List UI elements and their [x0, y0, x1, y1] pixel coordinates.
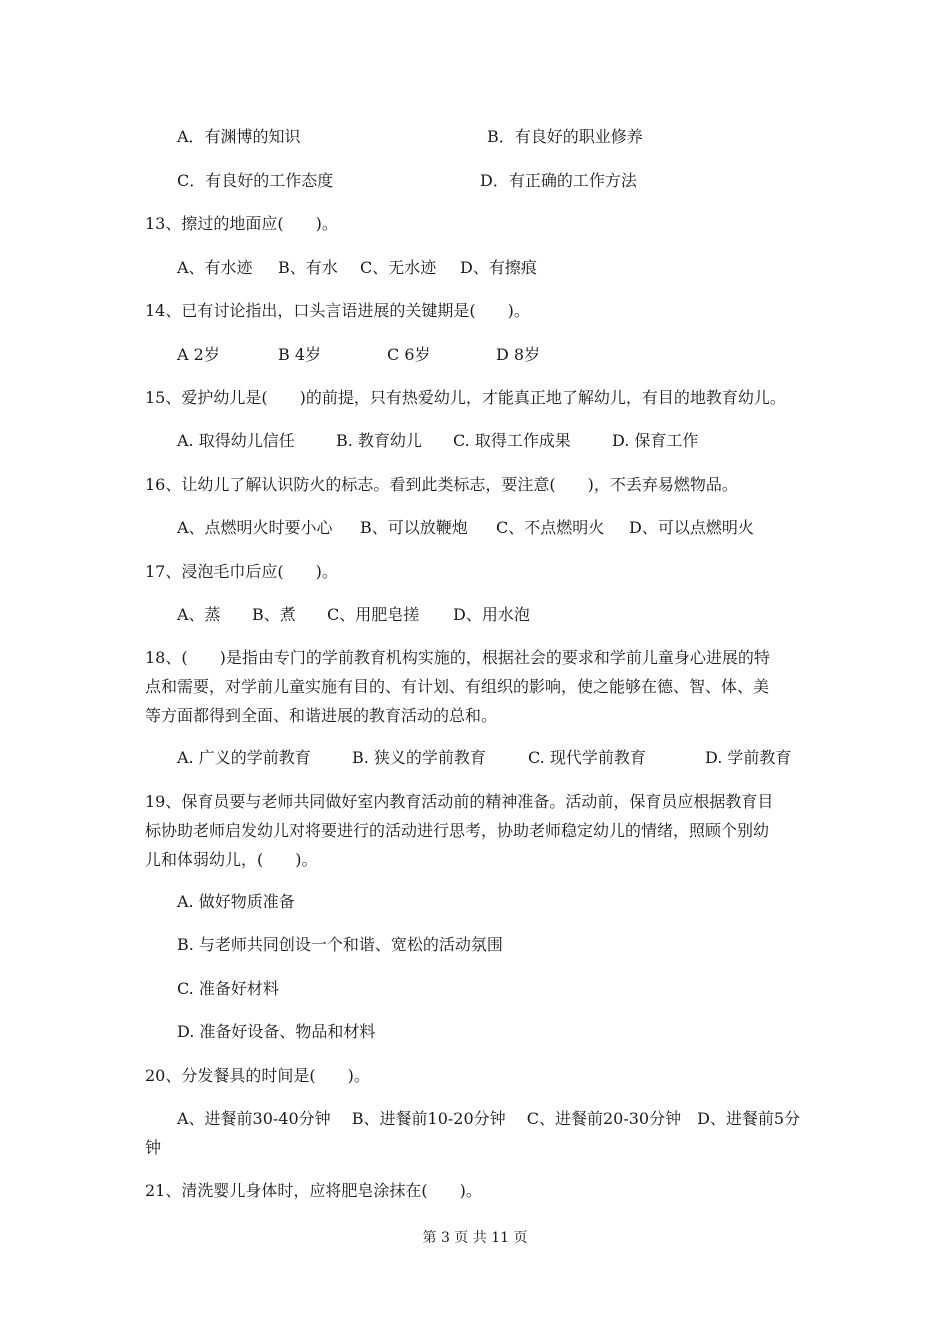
q13-option-b: B、有水: [278, 258, 338, 277]
q16-option-c: C、不点燃明火: [496, 518, 605, 537]
question-21: 21、清洗婴儿身体时，应将肥皂涂抹在( )。: [145, 1181, 482, 1200]
q17-option-d: D、用水泡: [453, 605, 530, 624]
q20-options-continued: 钟: [145, 1138, 162, 1157]
question-14: 14、已有讨论指出，口头言语进展的关键期是( )。: [145, 301, 530, 320]
q13-option-a: A、有水迹: [177, 258, 253, 277]
q17-option-c: C、用肥皂搓: [327, 605, 420, 624]
q20-options: A、进餐前30-40分钟 B、进餐前10-20分钟 C、进餐前20-30分钟 D、进餐前5分: [177, 1109, 801, 1128]
q19-option-d: D. 准备好设备、物品和材料: [177, 1022, 376, 1041]
q19-option-b: B. 与老师共同创设一个和谐、宽松的活动氛围: [177, 935, 503, 954]
q16-option-a: A、点燃明火时要小心: [177, 518, 333, 537]
q18-option-a: A. 广义的学前教育: [177, 748, 311, 767]
q19-option-c: C. 准备好材料: [177, 979, 279, 998]
question-19-line-1: 19、保育员要与老师共同做好室内教育活动前的精神准备。活动前，保育员应根据教育目: [145, 792, 774, 811]
q18-option-b: B. 狭义的学前教育: [352, 748, 486, 767]
q14-option-b: B 4岁: [278, 345, 322, 364]
q19-option-a: A. 做好物质准备: [177, 892, 295, 911]
question-19-line-3: 儿和体弱幼儿，( )。: [145, 850, 318, 869]
question-18-line-2: 点和需要，对学前儿童实施有目的、有计划、有组织的影响，使之能够在德、智、体、美: [145, 677, 770, 696]
option-a: A．有渊博的知识: [177, 127, 301, 146]
question-18-line-1: 18、( )是指由专门的学前教育机构实施的，根据社会的要求和学前儿童身心进展的特: [145, 648, 770, 667]
q16-option-b: B、可以放鞭炮: [360, 518, 468, 537]
q15-option-a: A. 取得幼儿信任: [177, 431, 295, 450]
q13-option-d: D、有擦痕: [460, 258, 537, 277]
q15-option-c: C. 取得工作成果: [453, 431, 571, 450]
q14-option-c: C 6岁: [387, 345, 431, 364]
q13-option-c: C、无水迹: [360, 258, 437, 277]
q18-option-c: C. 现代学前教育: [528, 748, 646, 767]
question-18-line-3: 等方面都得到全面、和谐进展的教育活动的总和。: [145, 706, 498, 725]
page-footer: 第 3 页 共 11 页: [422, 1230, 528, 1246]
q17-option-a: A、蒸: [177, 605, 221, 624]
q14-option-d: D 8岁: [496, 345, 541, 364]
question-17: 17、浸泡毛巾后应( )。: [145, 562, 338, 581]
q17-option-b: B、煮: [252, 605, 296, 624]
q15-option-b: B. 教育幼儿: [336, 431, 422, 450]
question-13: 13、擦过的地面应( )。: [145, 214, 338, 233]
option-b: B．有良好的职业修养: [487, 127, 643, 146]
question-15: 15、爱护幼儿是( )的前提，只有热爱幼儿，才能真正地了解幼儿，有目的地教育幼儿。: [145, 388, 786, 407]
q16-option-d: D、可以点燃明火: [629, 518, 754, 537]
question-16: 16、让幼儿了解认识防火的标志。看到此类标志，要注意( )，不丢弃易燃物品。: [145, 475, 738, 494]
question-19-line-2: 标协助老师启发幼儿对将要进行的活动进行思考，协助老师稳定幼儿的情绪，照顾个别幼: [145, 821, 770, 840]
q18-option-d: D. 学前教育: [705, 748, 792, 767]
q15-option-d: D. 保育工作: [612, 431, 699, 450]
q14-option-a: A 2岁: [177, 345, 220, 364]
option-d: D．有正确的工作方法: [480, 171, 637, 190]
option-c: C．有良好的工作态度: [177, 171, 334, 190]
question-20: 20、分发餐具的时间是( )。: [145, 1066, 370, 1085]
